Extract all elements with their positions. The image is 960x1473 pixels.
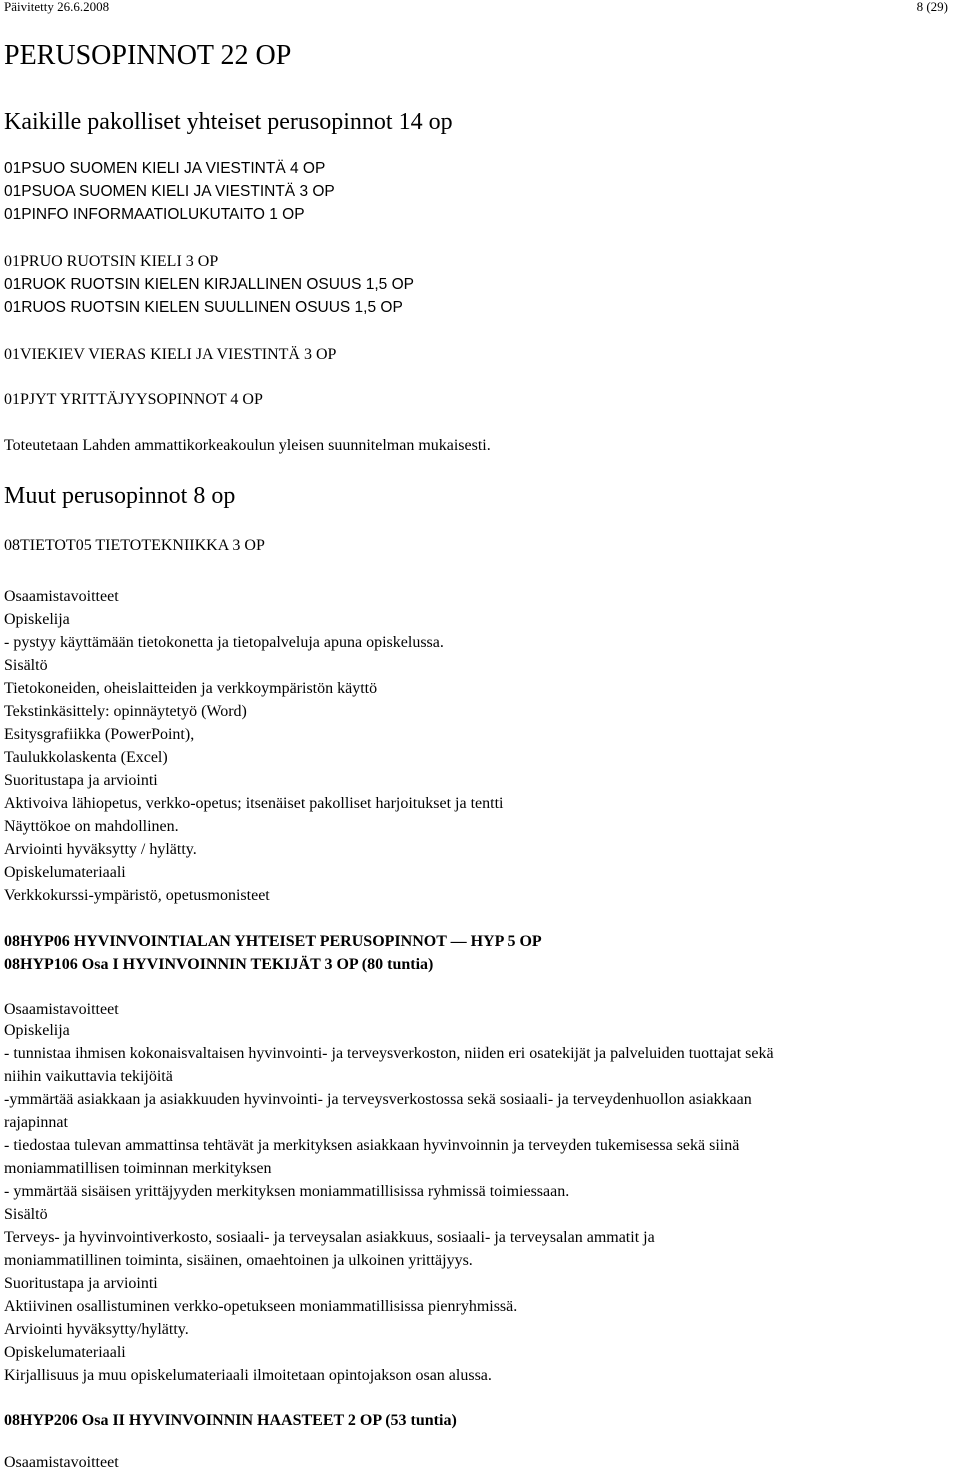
goal-item: - tunnistaa ihmisen kokonaisvaltaisen hyvinvointi- ja terveysverkoston, niiden eri osatekijät ja palveluiden tuottajat sekä (4, 1045, 774, 1062)
content-item: Tekstinkäsittely: opinnäytetyö (Word) (4, 703, 247, 720)
student-label: Opiskelija (4, 611, 70, 628)
course-hyp106: 08HYP106 Osa I HYVINVOINNIN TEKIJÄT 3 OP (80 tuntia) (4, 956, 434, 973)
goals-label: Osaamistavoitteet (4, 1454, 119, 1471)
goal-item: rajapinnat (4, 1114, 68, 1131)
page-number: 8 (29) (916, 0, 948, 14)
content-item: Taulukkolaskenta (Excel) (4, 749, 168, 766)
method-label: Suoritustapa ja arviointi (4, 772, 158, 789)
method-item: Arviointi hyväksytty/hylätty. (4, 1321, 189, 1338)
course-pjyt: 01PJYT YRITTÄJYYSOPINNOT 4 OP (4, 391, 263, 408)
method-label: Suoritustapa ja arviointi (4, 1275, 158, 1292)
material-text: Verkkokurssi-ympäristö, opetusmonisteet (4, 887, 270, 904)
goal-item: niihin vaikuttavia tekijöitä (4, 1068, 173, 1085)
goals-label: Osaamistavoitteet (4, 588, 119, 605)
method-item: Arviointi hyväksytty / hylätty. (4, 841, 197, 858)
course-tietot05: 08TIETOT05 TIETOTEKNIIKKA 3 OP (4, 537, 265, 554)
course-hyp06: 08HYP06 HYVINVOINTIALAN YHTEISET PERUSOPINNOT — HYP 5 OP (4, 933, 542, 950)
material-label: Opiskelumateriaali (4, 864, 126, 881)
course-pinfo: 01PINFO INFORMAATIOLUKUTAITO 1 OP (4, 206, 305, 223)
updated-date: Päivitetty 26.6.2008 (4, 0, 110, 14)
course-ruos: 01RUOS RUOTSIN KIELEN SUULLINEN OSUUS 1,5 OP (4, 299, 403, 316)
method-item: Aktivoiva lähiopetus, verkko-opetus; itsenäiset pakolliset harjoitukset ja tentti (4, 795, 504, 812)
goals-label: Osaamistavoitteet (4, 1001, 119, 1018)
mandatory-heading: Kaikille pakolliset yhteiset perusopinnot 14 op (4, 109, 453, 135)
implementation-note: Toteutetaan Lahden ammattikorkeakoulun yleisen suunnitelman mukaisesti. (4, 437, 491, 454)
method-item: Aktiivinen osallistuminen verkko-opetukseen moniammatillisissa pienryhmissä. (4, 1298, 518, 1315)
course-ruok: 01RUOK RUOTSIN KIELEN KIRJALLINEN OSUUS 1,5 OP (4, 276, 415, 293)
course-psuoa: 01PSUOA SUOMEN KIELI JA VIESTINTÄ 3 OP (4, 183, 335, 200)
content-item: Esitysgrafiikka (PowerPoint), (4, 726, 195, 743)
goal-item: - pystyy käyttämään tietokonetta ja tietopalveluja apuna opiskelussa. (4, 634, 444, 651)
course-hyp206: 08HYP206 Osa II HYVINVOINNIN HAASTEET 2 OP (53 tuntia) (4, 1412, 457, 1429)
material-text: Kirjallisuus ja muu opiskelumateriaali ilmoitetaan opintojakson osan alussa. (4, 1367, 492, 1384)
content-item: Tietokoneiden, oheislaitteiden ja verkkoympäristön käyttö (4, 680, 378, 697)
course-pruo: 01PRUO RUOTSIN KIELI 3 OP (4, 253, 219, 270)
goal-item: - tiedostaa tulevan ammattinsa tehtävät ja merkityksen asiakkaan hyvinvoinnin ja terveyden tukemisessa sekä siinä (4, 1137, 740, 1154)
content-label: Sisältö (4, 657, 48, 674)
page-title: PERUSOPINNOT 22 OP (4, 40, 292, 71)
content-item: moniammatillinen toiminta, sisäinen, omaehtoinen ja ulkoinen yrittäjyys. (4, 1252, 473, 1269)
method-item: Näyttökoe on mahdollinen. (4, 818, 179, 835)
goal-item: - ymmärtää sisäisen yrittäjyyden merkityksen moniammatillisissa ryhmissä toimiessaan. (4, 1183, 570, 1200)
course-psuo: 01PSUO SUOMEN KIELI JA VIESTINTÄ 4 OP (4, 160, 326, 177)
goal-item: -ymmärtää asiakkaan ja asiakkuuden hyvinvointi- ja terveysverkostossa sekä sosiaali- ja terveydenhuollon asiakkaan (4, 1091, 752, 1108)
student-label: Opiskelija (4, 1022, 70, 1039)
content-item: Terveys- ja hyvinvointiverkosto, sosiaali- ja terveysalan asiakkuus, sosiaali- ja terveysalan ammatit ja (4, 1229, 655, 1246)
other-studies-heading: Muut perusopinnot 8 op (4, 483, 236, 509)
goal-item: moniammatillisen toiminnan merkityksen (4, 1160, 272, 1177)
content-label: Sisältö (4, 1206, 48, 1223)
course-viekiev: 01VIEKIEV VIERAS KIELI JA VIESTINTÄ 3 OP (4, 346, 337, 363)
material-label: Opiskelumateriaali (4, 1344, 126, 1361)
